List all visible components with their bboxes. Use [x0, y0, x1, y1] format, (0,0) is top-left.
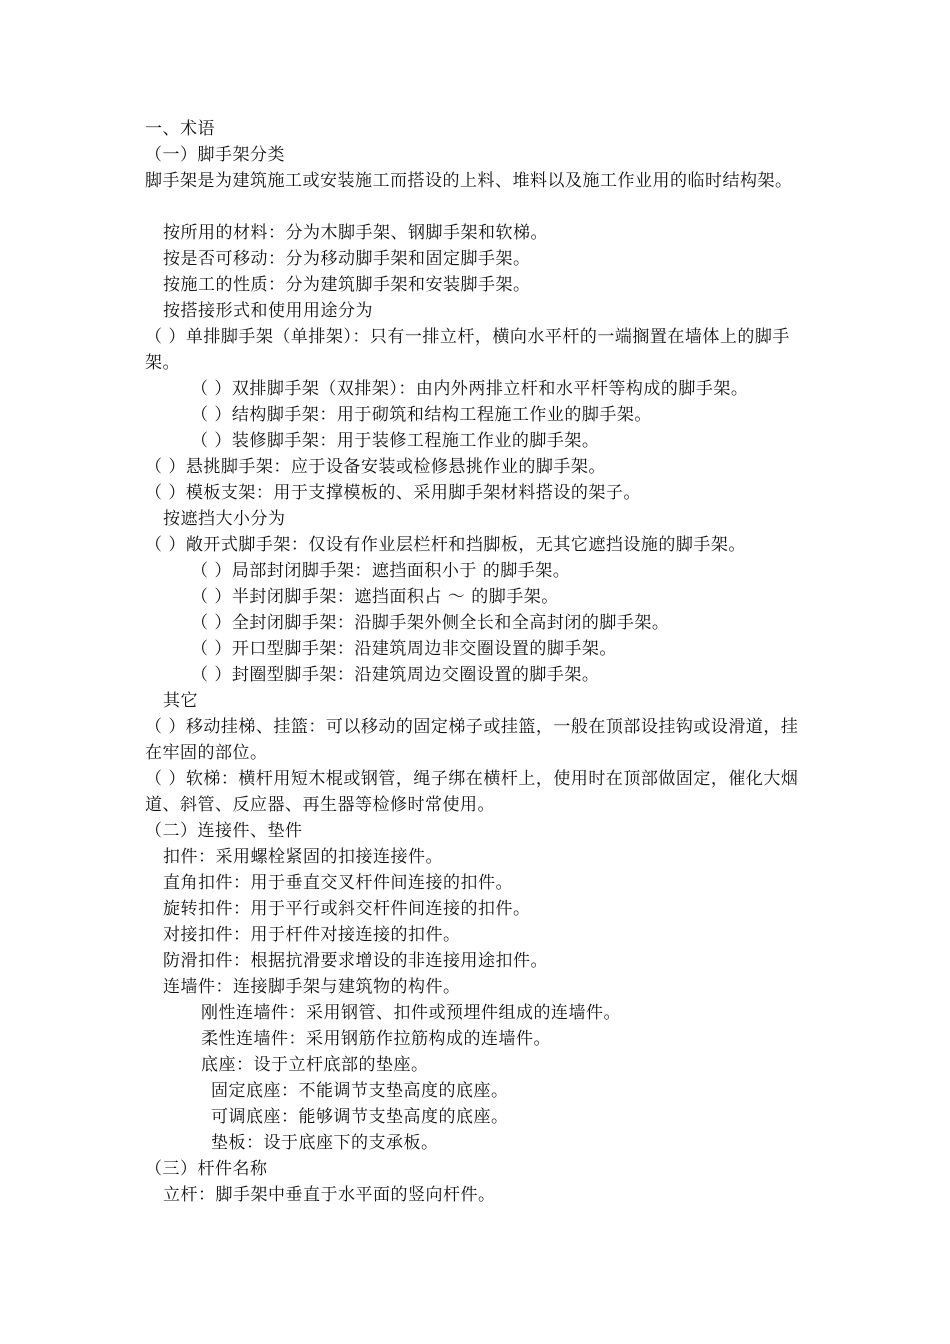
- classify-by-mobility: 按是否可移动：分为移动脚手架和固定脚手架。: [163, 249, 531, 269]
- cantilever-scaffold: （ ）悬挑脚手架：应于设备安装或检修悬挑作业的脚手架。: [145, 457, 606, 477]
- flexible-wall-tie: 柔性连墙件：采用钢筋作拉筋构成的连墙件。: [201, 1029, 551, 1049]
- scaffold-definition: 脚手架是为建筑施工或安装施工而搭设的上料、堆料以及施工作业用的临时结构架。: [145, 171, 793, 191]
- right-angle-coupler: 直角扣件：用于垂直交叉杆件间连接的扣件。: [163, 873, 513, 893]
- mobile-ladder: （ ）移动挂梯、挂篮：可以移动的固定梯子或挂篮，一般在顶部设挂钩或设滑道，挂在牢固的部位。: [145, 717, 799, 763]
- section-title: 一、术语: [145, 119, 215, 139]
- full-closed-scaffold: （ ）全封闭脚手架：沿脚手架外侧全长和全高封闭的脚手架。: [191, 613, 670, 633]
- adjustable-base: 可调底座：能够调节支垫高度的底座。: [211, 1107, 509, 1127]
- single-row-scaffold: （ ）单排脚手架（单排架）：只有一排立杆，横向水平杆的一端搁置在墙体上的脚手架。: [145, 327, 790, 373]
- ring-type-scaffold: （ ）封圈型脚手架：沿建筑周边交圈设置的脚手架。: [191, 665, 600, 685]
- anti-slip-coupler: 防滑扣件：根据抗滑要求增设的非连接用途扣件。: [163, 951, 548, 971]
- classify-by-shield: 按遮挡大小分为: [163, 509, 286, 529]
- classify-by-material: 按所用的材料：分为木脚手架、钢脚手架和软梯。: [163, 223, 548, 243]
- coupler-def: 扣件：采用螺栓紧固的扣接连接件。: [163, 847, 443, 867]
- swivel-coupler: 旋转扣件：用于平行或斜交杆件间连接的扣件。: [163, 899, 531, 919]
- formwork-support: （ ）模板支架：用于支撑模板的、采用脚手架材料搭设的架子。: [145, 483, 641, 503]
- open-type-scaffold: （ ）开口型脚手架：沿建筑周边非交圈设置的脚手架。: [191, 639, 617, 659]
- pad-def: 垫板：设于底座下的支承板。: [211, 1133, 439, 1153]
- wall-tie: 连墙件：连接脚手架与建筑物的构件。: [163, 977, 461, 997]
- section-1-heading: （一）脚手架分类: [145, 145, 285, 165]
- classify-by-form: 按搭接形式和使用用途分为: [163, 301, 373, 321]
- classify-by-nature: 按施工的性质：分为建筑脚手架和安装脚手架。: [163, 275, 531, 295]
- semi-closed-scaffold: （ ）半封闭脚手架：遮挡面积占 ～ 的脚手架。: [191, 587, 559, 607]
- open-scaffold: （ ）敞开式脚手架：仅设有作业层栏杆和挡脚板，无其它遮挡设施的脚手架。: [145, 535, 746, 555]
- structural-scaffold: （ ）结构脚手架：用于砌筑和结构工程施工作业的脚手架。: [191, 405, 652, 425]
- upright-def: 立杆：脚手架中垂直于水平面的竖向杆件。: [163, 1185, 496, 1205]
- soft-ladder: （ ）软梯：横杆用短木棍或钢管，绳子绑在横杆上，使用时在顶部做固定，催化大烟道、斜管、反应器、再生器等检修时常使用。: [145, 769, 799, 815]
- section-2-heading: （二）连接件、垫件: [145, 821, 303, 841]
- partial-closed-scaffold: （ ）局部封闭脚手架：遮挡面积小于 的脚手架。: [191, 561, 571, 581]
- double-row-scaffold: （ ）双排脚手架（双排架）：由内外两排立杆和水平杆等构成的脚手架。: [191, 379, 749, 399]
- decoration-scaffold: （ ）装修脚手架：用于装修工程施工作业的脚手架。: [191, 431, 600, 451]
- butt-coupler: 对接扣件：用于杆件对接连接的扣件。: [163, 925, 461, 945]
- section-3-heading: （三）杆件名称: [145, 1159, 268, 1179]
- rigid-wall-tie: 刚性连墙件：采用钢管、扣件或预埋件组成的连墙件。: [201, 1003, 621, 1023]
- others-heading: 其它: [163, 691, 198, 711]
- fixed-base: 固定底座：不能调节支垫高度的底座。: [211, 1081, 509, 1101]
- base-def: 底座：设于立杆底部的垫座。: [201, 1055, 429, 1075]
